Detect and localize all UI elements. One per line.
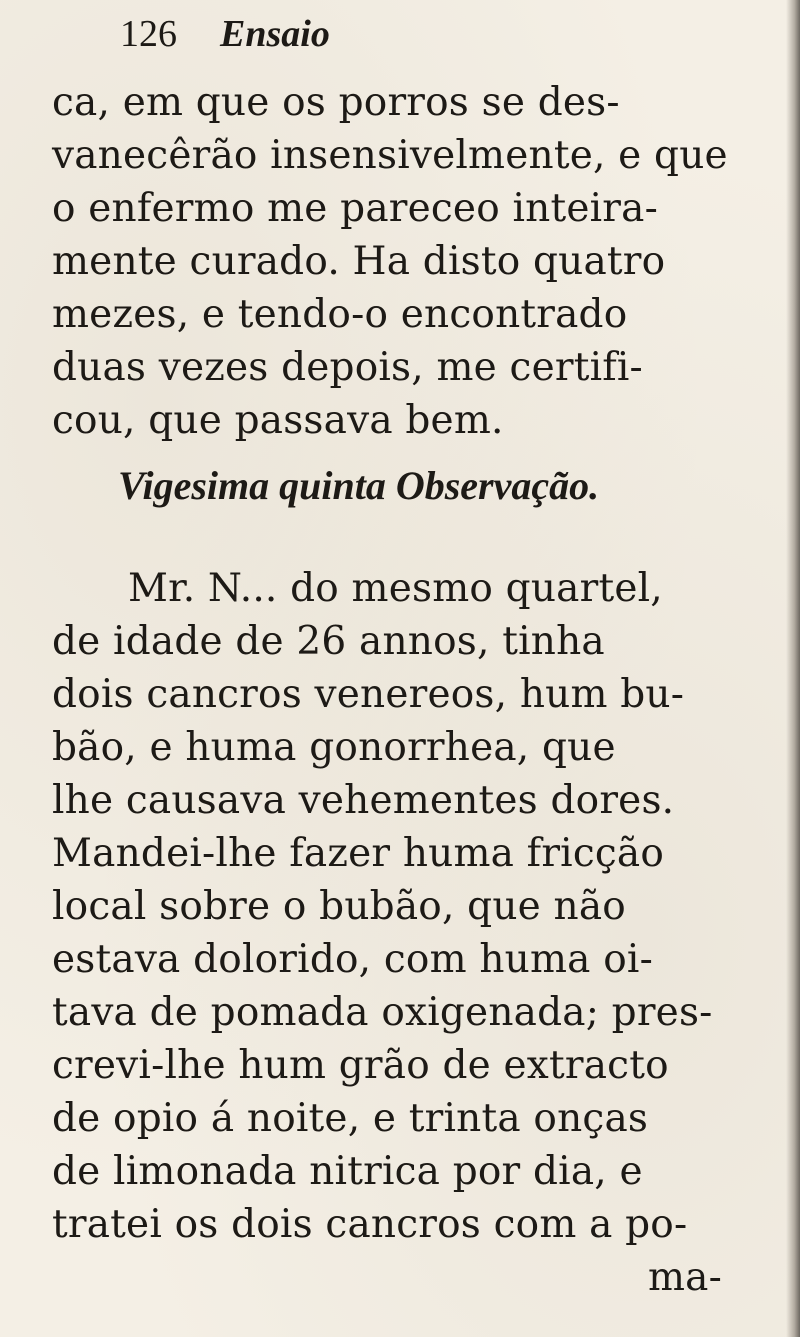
page-edge-shadow [786,0,800,1337]
text-line: de limonada nitrica por dia, e [52,1149,643,1194]
section-heading: Vigesima quinta Observação. [118,463,600,508]
text-line: tratei os dois cancros com a po- [52,1202,688,1247]
running-title: Ensaio [220,13,330,55]
page-number: 126 [120,13,177,55]
text-line: mezes, e tendo-o encontrado [52,292,628,337]
text-line: tava de pomada oxigenada; pres- [52,990,713,1035]
text-line: Mandei-lhe fazer huma fricção [52,831,665,876]
text-line: estava dolorido, com huma oi- [52,937,653,982]
text-line: ca, em que os porros se des- [52,80,620,125]
text-line: crevi-lhe hum grão de extracto [52,1043,669,1088]
catchword: ma- [648,1255,723,1300]
text-line: bão, e huma gonorrhea, que [52,725,616,770]
text-line: o enfermo me pareceo inteira- [52,186,658,231]
text-line: vanecêrão insensivelmente, e que [52,133,728,178]
text-line: de idade de 26 annos, tinha [52,619,605,664]
text-line: cou, que passava bem. [52,398,504,443]
text-line: dois cancros venereos, hum bu- [52,672,685,717]
text-line: Mr. N... do mesmo quartel, [128,566,663,611]
text-line: lhe causava vehementes dores. [52,778,675,823]
text-line: mente curado. Ha disto quatro [52,239,666,284]
text-line: local sobre o bubão, que não [52,884,626,929]
text-line: duas vezes depois, me certifi- [52,345,643,390]
text-line: de opio á noite, e trinta onças [52,1096,649,1141]
